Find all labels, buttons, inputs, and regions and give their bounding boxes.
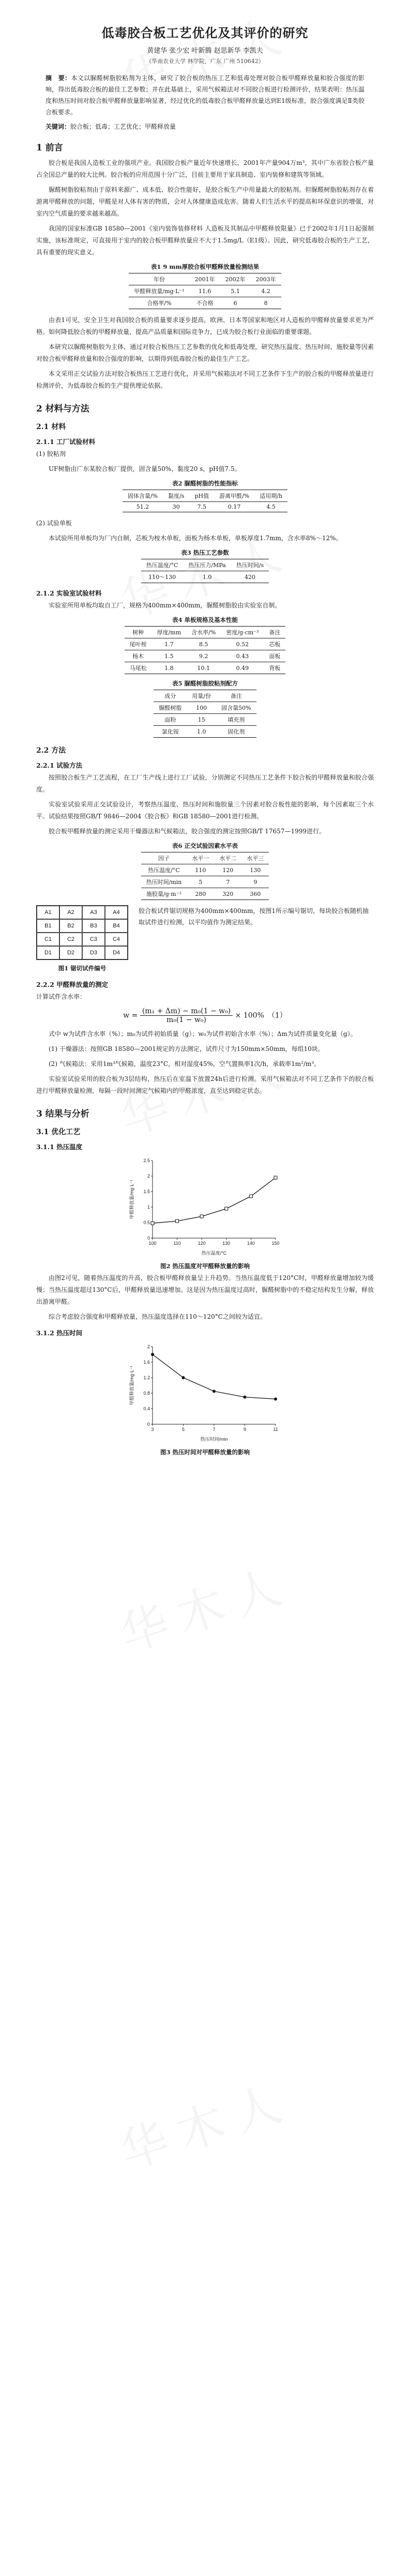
table-cell: 热压温度/°C xyxy=(141,864,187,876)
paragraph: 由表1可见，安全卫生对我国胶合板的质量要求逐步提高，欧洲、日本等国家和地区对人造板的甲醛释放量要求更为严格。如何降低胶合板的甲醛释放量，提高产品质量和国际竞争力，已成为胶合板行业面临的重要课题。 xyxy=(36,316,374,336)
x-tick-label: 11 xyxy=(272,1427,278,1432)
specimen-cell: D1 xyxy=(37,946,59,959)
table-row xyxy=(125,650,286,662)
data-point xyxy=(200,1215,203,1218)
table-header: 厚度/mm xyxy=(152,627,187,638)
table-header: 固体含量/% xyxy=(123,490,163,502)
table-cell: 脲醛树脂 xyxy=(154,702,187,714)
y-tick-label: 1 xyxy=(147,1205,150,1210)
table-row xyxy=(125,638,286,650)
abstract-label: 摘 要： xyxy=(45,74,71,82)
table-cell: 8.5 xyxy=(186,638,221,650)
table-header: 树种 xyxy=(125,627,152,638)
table-header: 含水率/% xyxy=(186,627,221,638)
table-caption: 表2 脲醛树脂的性能指标 xyxy=(172,480,238,487)
table-3 xyxy=(141,559,269,583)
specimen-cell: C3 xyxy=(82,933,105,946)
paragraph: 胶合板是我国人造板工业的强项产业。我国胶合板产量近年快速增长，2001年产量904万m³，其中广东省胶合板产量占全国总产量的较大比例。胶合板的应用范围十分广泛，目前主要用于家具制造、室内装修和建筑等领域。 xyxy=(36,159,374,178)
table-row xyxy=(141,876,269,888)
table-caption: 表4 单板规格及基本性能 xyxy=(172,616,238,623)
table-row xyxy=(141,571,269,583)
table-cell: 30 xyxy=(163,502,189,512)
affiliation: （华南农业大学 林学院，广东 广州 510642） xyxy=(146,58,264,65)
subsubsection-heading: 2.1.2 实验室试验材料 xyxy=(36,589,102,597)
watermark xyxy=(0,1510,410,1702)
table-cell: 面板 xyxy=(264,650,285,662)
table-header: 游离甲醛/% xyxy=(214,490,254,502)
specimen-cell: B3 xyxy=(82,919,105,933)
subsubsection-heading: 2.2.1 试验方法 xyxy=(36,761,83,769)
x-tick-label: 130 xyxy=(222,1241,230,1246)
table-header: 用量/份 xyxy=(187,690,216,702)
specimen-grid xyxy=(36,905,128,960)
specimen-cell: D3 xyxy=(82,946,105,959)
specimen-cell: C4 xyxy=(105,933,128,946)
table-cell: 芯板 xyxy=(264,638,285,650)
specimen-cell: B2 xyxy=(59,919,82,933)
table-row xyxy=(141,864,269,876)
table-caption: 表6 正交试验因素水平表 xyxy=(172,842,238,849)
paragraph: 按照胶合板生产工艺流程，在工厂生产线上进行工厂试验，分别测定不同热压工艺条件下胶合板的甲醛释放量和胶合强度。 xyxy=(36,774,374,793)
x-tick-label: 110 xyxy=(173,1241,181,1246)
watermark xyxy=(0,2027,410,2219)
table-header: 水平二 xyxy=(214,852,241,864)
specimen-layout xyxy=(36,905,374,974)
x-tick-label: 7 xyxy=(212,1427,216,1432)
table-header: 2003年 xyxy=(251,273,281,285)
specimen-cell: B4 xyxy=(105,919,128,933)
paragraph: UF树脂由广东某胶合板厂提供，固含量50%，黏度20 s，pH值7.5。 xyxy=(49,465,241,472)
table-cell: 420 xyxy=(231,571,269,583)
specimen-cell: B1 xyxy=(37,919,59,933)
table-cell: 130 xyxy=(241,864,269,876)
table-cell: 1.0 xyxy=(183,571,231,583)
table-cell: 不合格 xyxy=(190,297,220,309)
specimen-note: 胶合板试件锯切规格为400mm×400mm，按图1所示编号锯切，每块胶合板随机抽取试件进行检测，以平均值作为测定结果。 xyxy=(139,907,369,926)
table-header: 备注 xyxy=(264,627,285,638)
y-tick-label: 0 xyxy=(147,1236,150,1241)
y-tick-label: 2.5 xyxy=(143,1158,150,1163)
y-tick-label: 0 xyxy=(147,1422,150,1427)
paragraph: 实验室试验采用正交试验设计，考察热压温度、热压时间和施胶量三个因素对胶合板性能的影响，每个因素取三个水平。试验结果按照GB/T 9846—2004《胶合板》和GB 18580—2001进行检测。 xyxy=(36,801,374,820)
fig2-chart xyxy=(128,1154,283,1258)
fig3-chart xyxy=(128,1340,283,1444)
table-cell: 4.2 xyxy=(251,285,281,297)
keywords-text: 胶合板；低毒；工艺优化；甲醛释放量 xyxy=(70,123,176,130)
table-header: 水平三 xyxy=(241,852,269,864)
table-cell: 固化剂 xyxy=(216,726,256,738)
table-cell: 110～130 xyxy=(141,571,184,583)
table-4 xyxy=(125,626,286,674)
paragraph: 综合考虑胶合强度和甲醛释放量，热压温度选择在110～120°C之间较为适宜。 xyxy=(49,1313,266,1320)
formula-lhs: w = xyxy=(123,1011,138,1020)
table-row xyxy=(129,285,281,297)
x-tick-label: 9 xyxy=(243,1427,246,1432)
table-cell: 0.43 xyxy=(221,650,264,662)
paragraph: (2) 气候箱法：采用1m³气候箱，温度23°C，相对湿度45%，空气置换率1次/h，承载率1m²/m³。 xyxy=(49,1060,321,1068)
table-header: 水平一 xyxy=(187,852,214,864)
table-cell: 5 xyxy=(187,876,214,888)
table-cell: 7.5 xyxy=(189,502,214,512)
table-header: 热压压力/MPa xyxy=(183,559,231,571)
series-line xyxy=(153,1178,276,1223)
formula-lead: 计算试件含水率： xyxy=(36,993,86,1000)
table-row xyxy=(154,714,256,726)
paragraph: 式中 w为试件含水率（%）；m₀为试件初始质量（g）；w₀为试件初始含水率（%）；Δm为试件质量变化量（g）。 xyxy=(49,1030,357,1038)
specimen-cell: A4 xyxy=(105,906,128,919)
table-cell: 4.5 xyxy=(254,502,287,512)
paragraph: (1) 干燥器法：按照GB 18580—2001规定的方法测定，试件尺寸为150mm×50mm，每组10块。 xyxy=(49,1045,324,1053)
table-cell: 背板 xyxy=(264,662,285,674)
data-point xyxy=(181,1376,185,1379)
data-point xyxy=(175,1220,178,1223)
table-cell: 7 xyxy=(214,876,241,888)
paragraph: 本文采用正交试验方法对胶合板热压工艺进行优化，并采用气候箱法对不同工艺条件下生产的胶合板的甲醛释放量进行检测评价，为低毒胶合板的生产提供理论依据。 xyxy=(36,370,374,389)
subsection-heading: 3.1 优化工艺 xyxy=(36,1128,81,1136)
table-cell: 杨木 xyxy=(125,650,152,662)
data-point xyxy=(151,1353,154,1356)
paragraph: 胶合板甲醛释放量的测定采用干燥器法和气候箱法，胶合强度的测定按照GB/T 17657—1999进行。 xyxy=(49,828,325,835)
table-cell: 填充剂 xyxy=(216,714,256,726)
paragraph: 我国的国家标准GB 18580—2001《室内装饰装修材料 人造板及其制品中甲醛释放限量》已于2002年1月1日起强制实施，该标准规定，可直接用于室内的胶合板甲醛释放量应不大于1.5mg/L（E1级）。因此，研究低毒胶合板的生产工艺，具有重要的现实意义。 xyxy=(36,225,374,256)
table-cell: 15 xyxy=(187,714,216,726)
subsection-heading: 2.2 方法 xyxy=(36,746,66,755)
table-row xyxy=(129,297,281,309)
table-header: 2001年 xyxy=(190,273,220,285)
table-cell: 120 xyxy=(214,864,241,876)
table-header: 黏度/s xyxy=(163,490,189,502)
table-1 xyxy=(129,273,281,309)
table-header: 热压时间/s xyxy=(231,559,269,571)
table-header: 成分 xyxy=(154,690,187,702)
table-cell: 氯化铵 xyxy=(154,726,187,738)
specimen-cell: A2 xyxy=(59,906,82,919)
specimen-cell: C2 xyxy=(59,933,82,946)
y-tick-label: 2 xyxy=(147,1344,150,1349)
formula-fraction xyxy=(140,1007,233,1024)
material-label: (2) 试验单板 xyxy=(36,520,72,527)
y-tick-label: 2 xyxy=(147,1173,150,1179)
table-caption: 表5 脲醛树脂胶粘剂配方 xyxy=(172,680,238,687)
section-heading: 2 材料与方法 xyxy=(36,404,89,414)
table-5 xyxy=(154,690,256,738)
table-row xyxy=(141,888,269,900)
y-axis-label: 甲醛释放量/mg·L⁻¹ xyxy=(129,1366,134,1405)
section-heading: 3 结果与分析 xyxy=(36,1109,89,1119)
table-header: 2002年 xyxy=(220,273,251,285)
table-row xyxy=(125,662,286,674)
table-cell: 8 xyxy=(251,297,281,309)
y-tick-label: 1.2 xyxy=(143,1375,150,1380)
paragraph: 本研究以脲醛树脂胶为主体，通过对胶合板热压工艺参数的优化和低毒处理，研究热压温度、热压时间、施胶量等因素对胶合板甲醛释放量和胶合强度的影响，以期得到低毒胶合板的最佳生产工艺。 xyxy=(36,343,374,362)
formula-numerator: (m₁ + Δm) − m₀(1 − w₀) xyxy=(140,1007,233,1016)
table-cell: 5.1 xyxy=(220,285,251,297)
table-cell: 110 xyxy=(187,864,214,876)
table-cell: 1.8 xyxy=(152,662,187,674)
table-cell: 热压时间/min xyxy=(141,876,187,888)
table-header: 密度/g·cm⁻³ xyxy=(221,627,264,638)
figure-caption: 图3 热压时间对甲醛释放量的影响 xyxy=(160,1449,250,1456)
y-tick-label: 0.8 xyxy=(143,1391,150,1396)
specimen-cell: D4 xyxy=(105,946,128,959)
specimen-figure xyxy=(36,905,128,974)
abstract xyxy=(45,72,365,118)
paragraph: 实验室试验采用的胶合板为3层结构，热压后在室温下放置24h后进行检测。采用气候箱法对不同工艺条件下的胶合板进行甲醛释放量检测，每隔一段时间测定气候箱内的甲醛浓度，直至达到稳定状态。 xyxy=(36,1075,374,1094)
table-cell: 280 xyxy=(187,888,214,900)
paragraph: 本试验所用单板均为厂内自制，芯板为桉木单板，面板为杨木单板，单板厚度1.7mm，含水率8%～12%。 xyxy=(49,535,342,542)
keywords xyxy=(45,122,365,131)
paragraph: 由图2可见，随着热压温度的升高，胶合板甲醛释放量呈上升趋势。当热压温度低于120°C时，甲醛释放量增加较为缓慢；当热压温度超过130°C后，甲醛释放量迅速增加。这是因为热压温度过高时，脲醛树脂中的不稳定结构发生分解，释放出游离甲醛。 xyxy=(36,1274,374,1305)
data-point xyxy=(274,1397,277,1400)
table-cell: 固含量50% xyxy=(216,702,256,714)
specimen-cell: A1 xyxy=(37,906,59,919)
x-tick-label: 100 xyxy=(148,1241,157,1246)
x-tick-label: 140 xyxy=(247,1241,255,1246)
data-point xyxy=(243,1396,246,1399)
authors: 黄建华 张少宏 叶新腾 赵思新华 李凯夫 xyxy=(147,47,263,55)
figure-caption: 图2 热压温度对甲醛释放量的影响 xyxy=(160,1262,250,1270)
specimen-cell: D2 xyxy=(59,946,82,959)
figure-caption: 图1 锯切试件编号 xyxy=(58,965,107,972)
subsubsection-heading: 3.1.2 热压时间 xyxy=(36,1329,83,1337)
y-tick-label: 0.4 xyxy=(143,1406,150,1411)
table-header: pH值 xyxy=(189,490,214,502)
specimen-cell: A3 xyxy=(82,906,105,919)
x-tick-label: 5 xyxy=(181,1427,185,1432)
section-heading: 1 前言 xyxy=(36,143,63,153)
x-axis-label: 热压温度/°C xyxy=(201,1251,226,1256)
formula-denominator: m₀(1 − w₀) xyxy=(166,1016,206,1024)
table-cell: 360 xyxy=(241,888,269,900)
table-cell: 0.52 xyxy=(221,638,264,650)
subsection-heading: 2.1 材料 xyxy=(36,423,66,431)
table-cell: 320 xyxy=(214,888,241,900)
table-header: 适用期/h xyxy=(254,490,287,502)
table-caption: 表3 热压工艺参数 xyxy=(181,549,229,556)
table-6 xyxy=(141,852,269,900)
data-point xyxy=(274,1176,277,1179)
table-row xyxy=(154,702,256,714)
data-point xyxy=(249,1195,252,1198)
abstract-text: 本文以脲醛树脂胶粘剂为主体，研究了胶合板的热压工艺和低毒处理对胶合板甲醛释放量和胶合强度的影响，得出低毒胶合板的最佳工艺参数；并在此基础上，采用气候箱法对不同胶合板进行检测评价，结果表明：热压温度和热压时间对胶合板甲醛释放量影响显著，经过优化的低毒胶合板甲醛释放量达到E1级标准，胶合强度满足Ⅱ类胶合板要求。 xyxy=(45,74,365,116)
x-tick-label: 120 xyxy=(198,1241,206,1246)
table-cell: 马尾松 xyxy=(125,662,152,674)
table-cell: 10.1 xyxy=(186,662,221,674)
table-2 xyxy=(123,490,287,512)
table-cell: 9.2 xyxy=(186,650,221,662)
table-header: 热压温度/°C xyxy=(141,559,184,571)
formula-tail: × 100% （1） xyxy=(235,1011,287,1020)
data-point xyxy=(151,1222,154,1225)
subsubsection-heading: 2.2.2 甲醛释放量的测定 xyxy=(36,981,109,988)
table-cell: 0.49 xyxy=(221,662,264,674)
x-axis-label: 热压时间/min xyxy=(200,1437,228,1442)
keywords-label: 关键词： xyxy=(45,123,71,130)
table-cell: 1.7 xyxy=(152,638,187,650)
table-cell: 面粉 xyxy=(154,714,187,726)
table-row xyxy=(123,502,287,512)
paragraph: 实验室所用单板均取自工厂，规格为400mm×400mm，脲醛树脂胶由实验室自制。 xyxy=(49,602,281,609)
table-cell: 11.6 xyxy=(190,285,220,297)
table-cell: 尾叶桉 xyxy=(125,638,152,650)
table-cell: 6 xyxy=(220,297,251,309)
table-cell: 1.5 xyxy=(152,650,187,662)
table-cell: 0.17 xyxy=(214,502,254,512)
table-cell: 100 xyxy=(187,702,216,714)
y-tick-label: 1.5 xyxy=(143,1189,150,1194)
moisture-formula xyxy=(36,1007,374,1024)
table-header: 因子 xyxy=(141,852,187,864)
material-label: (1) 胶粘剂 xyxy=(36,450,66,458)
table-caption: 表1 9 mm厚胶合板甲醛释放量检测结果 xyxy=(150,263,260,270)
x-tick-label: 150 xyxy=(271,1241,280,1246)
table-cell: 1.0 xyxy=(187,726,216,738)
y-tick-label: 0.5 xyxy=(143,1220,150,1225)
specimen-cell: C1 xyxy=(37,933,59,946)
table-header: 年份 xyxy=(129,273,189,285)
subsubsection-heading: 3.1.1 热压温度 xyxy=(36,1143,83,1151)
table-cell: 合格率/% xyxy=(129,297,189,309)
subsubsection-heading: 2.1.1 工厂试验材料 xyxy=(36,438,96,446)
y-tick-label: 1.6 xyxy=(143,1360,150,1365)
table-cell: 51.2 xyxy=(123,502,163,512)
paper-title: 低毒胶合板工艺优化及其评价的研究 xyxy=(101,25,309,40)
x-tick-label: 3 xyxy=(150,1427,154,1432)
table-row xyxy=(154,726,256,738)
data-point xyxy=(212,1390,216,1393)
table-cell: 施胶量/g·m⁻² xyxy=(141,888,187,900)
y-axis-label: 甲醛释放量/mg·L⁻¹ xyxy=(129,1180,134,1219)
table-cell: 甲醛释放量/mg·L⁻¹ xyxy=(129,285,189,297)
paragraph: 脲醛树脂胶粘剂由于原料来源广、成本低、胶合性能好，是胶合板生产中用量最大的胶粘剂。但脲醛树脂胶粘剂存在着游离甲醛释放的问题，甲醛是对人体有害的物质，会对人体健康造成危害。随着人们生活水平的提高和环保意识的增强，对室内空气质量的要求越来越高。 xyxy=(36,186,374,217)
table-header: 备注 xyxy=(216,690,256,702)
table-cell: 9 xyxy=(241,876,269,888)
data-point xyxy=(224,1207,227,1210)
